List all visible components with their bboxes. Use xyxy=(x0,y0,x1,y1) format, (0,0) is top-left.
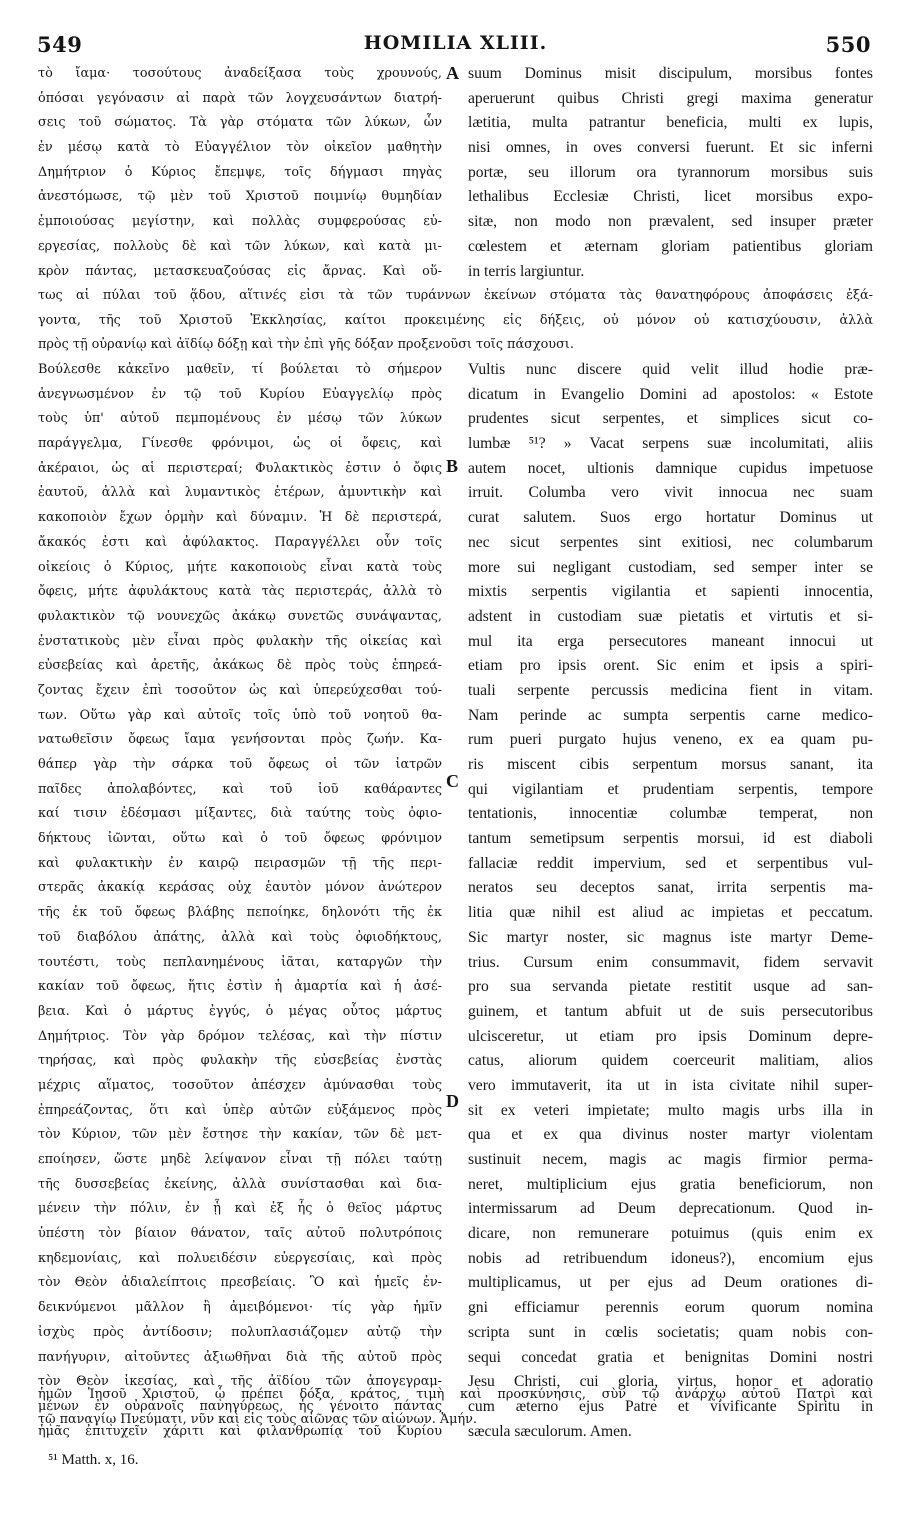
text-line: multiplicamus, ut per ejus ad Deum orationes di- xyxy=(468,1274,873,1292)
text-line: nec sicut serpentes sint exitiosi, nec columbarum xyxy=(468,533,873,551)
text-line: μένειν τὴν πόλιν, ἐν ᾗ καὶ ἐξ ἧς ὁ θεῖος μάρτυς xyxy=(38,1201,442,1217)
main-latin-column xyxy=(468,358,873,1444)
text-line: βεια. Καὶ ὁ μάρτυς ἐγγύς, ὁ μέγας οὗτος μάρτυς xyxy=(38,1003,442,1019)
text-line: suum Dominus misit discipulum, morsibus fontes xyxy=(468,65,873,82)
section-mark-c: C xyxy=(446,771,459,791)
text-line: ὁπόσαι γεγόνασιν αἱ παρὰ τῶν λογχευσάντων διατρή- xyxy=(38,90,442,106)
text-line: παῖδες ἀπολαβόντες, καὶ τοῦ ἰοῦ καθάραντες xyxy=(38,781,442,797)
text-line: etiam pro ipsis orent. Sic enim et ipsis a spiri- xyxy=(468,657,873,675)
text-line: των. Οὕτω γὰρ καὶ αὐτοῖς τοῖς ὑπὸ τοῦ νοητοῦ θα- xyxy=(38,707,442,723)
text-line: κηδεμονίαις, καὶ πολυειδέσιν εὐεργεσίαις, καὶ πρὸς xyxy=(38,1250,442,1266)
top-greek-column xyxy=(38,62,442,284)
section-mark-b: B xyxy=(446,456,459,476)
text-line: portæ, seu illorum ora tyrannorum morsibus suis xyxy=(468,163,873,181)
text-line: tuali serpente percussis medicina fient in vitam. xyxy=(468,681,873,699)
text-line: Sic martyr noster, sic magnus iste martyr Deme- xyxy=(468,928,873,946)
text-line: στερᾶς ἀκακίᾳ κεράσας οὐχ ἑαυτὸν μόνον ἀνώτερον xyxy=(38,880,442,896)
text-line: cum æterno ejus Patre et vivificante Spiritu in xyxy=(468,1397,873,1415)
text-line: εὐσεβείας καὶ ἀρετῆς, ἀκάκως δὲ πρὸς τοὺς ἐπηρεά- xyxy=(38,658,442,674)
text-line: in terris largiuntur. xyxy=(468,262,585,280)
text-line: ἐμποιούσας μεγίστην, καὶ πολλὰς συμφερούσας εὐ- xyxy=(38,214,442,230)
text-line: sequi concedat gratia et benignitas Domini nostri xyxy=(468,1348,873,1366)
page-number-right: 550 xyxy=(825,32,871,57)
text-line: καὶ φυλακτικὴν ἐν καιρῷ πειρασμῶν τῇ τῆς περι- xyxy=(38,855,442,871)
text-line: ἀνεστόμωσε, τῷ μὲν τοῦ Χριστοῦ ποιμνίῳ θυμηδίαν xyxy=(38,189,442,205)
text-line: curat salutem. Suos ergo hortatur Dominus ut xyxy=(468,509,873,527)
text-line: guinem, et tantum abfuit ut de suis persecutoribus xyxy=(468,1002,873,1020)
text-line: ἐν μέσῳ κατὰ τὸ Εὐαγγέλιον τὸν οἰκεῖον μαθητὴν xyxy=(38,140,442,156)
text-line: μένων ἐν οὐρανοῖς πανηγύρεως, ἧς γένοιτο πάντας xyxy=(38,1398,442,1414)
text-line: more sui negligant custodiam, sed semper inter se xyxy=(468,558,873,576)
text-line: τηρήσας, καὶ πρὸς φυλακὴν τῆς εὐσεβείας ἐνστὰς xyxy=(38,1053,442,1069)
text-line: catus, aliorum quidem coerceurit malitiam, alios xyxy=(468,1052,873,1070)
text-line: θάπερ γὰρ τὴν σάρκα τοῦ ὄφεως οἱ τῶν ἰατρῶν xyxy=(38,757,442,772)
bottom-full-width-greek xyxy=(38,1383,873,1432)
text-line: τοὺς ὑπ' αὐτοῦ πεμπομένους ἐν μέσῳ τῶν λύκων xyxy=(38,411,442,427)
text-line: intermissarum ad Deum deprecationum. Quod in- xyxy=(468,1200,873,1218)
text-line: δεικνύμενοι μᾶλλον ἢ ἀμειβόμενοι· τίς γὰρ ἡμῖν xyxy=(38,1300,442,1316)
text-line: οἰκείοις ὁ Κύριος, μήτε κακοποιοὺς εἶναι κατὰ τοὺς xyxy=(38,559,442,575)
text-line: κρὸν πάντας, μετασκευαζούσας εἰς ἄρνας. Καὶ οὕ- xyxy=(38,263,442,279)
text-line: sustinuit necem, magis ac magis firmior perma- xyxy=(468,1151,873,1168)
text-line: τως αἱ πύλαι τοῦ ᾅδου, αἵτινές εἰσι τὰ τῶν τυράννων ἐκείνων στόματα τὰς θανατηφόρους ἀποφάσεις ἐξά- xyxy=(38,288,873,303)
text-line: ἀκέραιοι, ὡς αἱ περιστεραί; Φυλακτικὸς ἐστιν ὁ ὄφις xyxy=(38,460,442,476)
text-line: κακίαν τοῦ ὄφεως, ἥτις ἐστὶν ἡ ἁμαρτία καὶ ἡ ἀσέ- xyxy=(38,979,442,995)
text-line: rum pueri purgato hujus veneno, ex ea quam pu- xyxy=(468,731,873,749)
running-title: HOMILIA XLIII. xyxy=(363,32,548,54)
text-line: gni efficiamur perennis eorum quorum nomina xyxy=(468,1299,873,1317)
text-line: dicatum in Evangelio Domini ad apostolos: « Estote xyxy=(468,385,873,403)
text-line: ἐπηρεάζοντας, ὅτι καὶ ὑπὲρ αὐτῶν εὐξάμενος πρὸς xyxy=(38,1102,442,1118)
text-line: τὸν Θεὸν ἀδιαλείπτοις πρεσβείαις. Ὃ καὶ ἡμεῖς ἐν- xyxy=(38,1275,442,1291)
text-line: ἐνστατικοὺς μὲν εἶναι πρὸς φυλακὴν τῆς οἰκείας καὶ xyxy=(38,633,442,649)
text-line: tantum semetipsum serpentis morsui, id est diaboli xyxy=(468,830,873,848)
text-line: lethalibus Ecclesiæ Christi, licet morsibus expo- xyxy=(468,188,873,206)
section-mark-a: A xyxy=(446,63,459,83)
text-line: ὑπέστη τὸν βίαιον θάνατον, ταῖς αὐτοῦ πολυτρόποις xyxy=(38,1226,442,1242)
text-line: τῆς δυσσεβείας ἐκείνης, ἀλλὰ συνίστασθαι καὶ δια- xyxy=(38,1176,442,1192)
text-line: lumbæ ⁵¹? » Vacat serpens suæ incolumitati, aliis xyxy=(468,435,873,453)
text-line: qua et ex qua divinus noster martyr violentam xyxy=(468,1126,873,1144)
text-line: mul ita erga persecutores maneant innocui ut xyxy=(468,632,873,650)
text-line: εργεσίας, πολλοὺς δὲ καὶ τῶν λύκων, καὶ κατὰ μι- xyxy=(38,238,442,254)
text-line: ulcisceretur, ut etiam pro ipsis Dominum depre- xyxy=(468,1027,873,1045)
text-line: sæcula sæculorum. Amen. xyxy=(468,1422,632,1440)
text-line: σεις τοῦ σώματος. Τὰ γὰρ στόματα τῶν λύκων, ὧν xyxy=(38,115,442,131)
text-line: autem nocet, ultionis damnique cupidus impetuose xyxy=(468,459,873,477)
text-line: cœlestem et æternam gloriam patientibus gloriam xyxy=(468,237,873,255)
text-line: fallaciæ reddit impervium, sed et serpentibus vul- xyxy=(468,854,873,872)
text-line: τῆς ἐκ τοῦ ὄφεως βλάβης πεποίηκε, δηλονότι τῆς ἐκ xyxy=(38,905,442,921)
text-line: litia quæ nihil est aliud ac impietas et peccatum. xyxy=(468,904,873,922)
text-line: nobis ad retribuendum idoneus?), encomium ejus xyxy=(468,1249,873,1267)
text-line: τοῦ διαβόλου ἀπάτης, ἀλλὰ καὶ τοὺς ὀφιοδήκτους, xyxy=(38,929,442,945)
text-line: ἡμῶν Ἰησοῦ Χριστοῦ, ᾧ πρέπει δόξα, κράτος, τιμὴ καὶ προσκύνησις, σὺν τῷ ἀνάρχῳ αὐτοῦ Πατρὶ καὶ xyxy=(38,1387,873,1402)
text-line: ἰσχὺς πρὸς ἀντίδοσιν; πολυπλασιάζομεν αὐτῷ τὴν xyxy=(38,1324,442,1340)
text-line: νατωθεῖσιν ὄφεως ἴαμα γενήσονται πρὸς ζωήν. Κα- xyxy=(38,732,442,748)
text-line: sit ex veteri impietate; multo magis urbs illa in xyxy=(468,1101,873,1119)
text-line: Vultis nunc discere quid velit illud hodie præ- xyxy=(468,361,873,378)
text-line: trius. Cursum enim consummavit, fidem servavit xyxy=(468,953,873,971)
text-line: dicare, non remunerare potuimus (quis enim ex xyxy=(468,1225,873,1243)
section-mark-d: D xyxy=(446,1091,459,1111)
text-line: Δημήτριος. Τὸν γὰρ δρόμον τελέσας, καὶ τὴν πίστιν xyxy=(38,1028,442,1044)
text-line: καί τισιν ἐδέσμασι μίξαντες, διὰ ταύτης τοὺς ὀφιο- xyxy=(38,806,442,822)
text-line: τὸν Θεὸν ἱκεσίας, καὶ τῆς ἀϊδίου τῶν ἀπογεγραμ- xyxy=(38,1374,442,1390)
text-line: nisi omnes, in oves conversi fuerunt. Et sic inferni xyxy=(468,139,873,157)
footnote: ⁵¹ Matth. x, 16. xyxy=(48,1452,139,1468)
text-line: Βούλεσθε κἀκεῖνο μαθεῖν, τί βούλεται τὸ σήμερον xyxy=(38,362,442,377)
main-greek-column xyxy=(38,358,442,1444)
text-line: Δημήτριον ὁ Κύριος ἔπεμψε, τοῖς δήγμασι πηγὰς xyxy=(38,164,442,180)
text-line: εποίησεν, ὥστε μηδὲ λείψανον εἶναι τῇ πόλει ταύτῃ xyxy=(38,1152,442,1167)
text-line: τὸ ἴαμα· τοσούτους ἀναδείξασα τοὺς χρουνούς, xyxy=(38,66,442,81)
text-line: mixtis serpentis vigilantia et sapienti innocentia, xyxy=(468,583,873,601)
text-line: lætitia, multa patrantur beneficia, multi ex lupis, xyxy=(468,114,873,132)
text-line: irruit. Columba vero vivit innocua nec suam xyxy=(468,484,873,502)
text-line: pro sua servanda pietate restitit usque ad san- xyxy=(468,978,873,996)
text-line: τῷ παναγίῳ Πνεύματι, νῦν καὶ εἰς τοὺς αἰῶνας τῶν αἰώνων. Ἀμήν. xyxy=(38,1411,477,1427)
top-latin-column xyxy=(468,62,873,284)
text-line: qui vigilantiam et prudentiam serpentis, tempore xyxy=(468,780,873,798)
text-line: παράγγελμα, Γίνεσθε φρόνιμοι, ὡς οἱ ὄφεις, καὶ xyxy=(38,436,442,452)
text-line: aperuerunt quibus Christi gregi maxima generatur xyxy=(468,89,873,107)
text-line: scripta sunt in cœlis societatis; quam nobis con- xyxy=(468,1323,873,1341)
text-line: neratos seu deceptos sanat, irrita serpentis ma- xyxy=(468,879,873,897)
text-line: τουτέστι, τοὺς πεπλανημένους ἰᾶται, καταργῶν τὴν xyxy=(38,954,442,970)
text-line: δήκτους ἰῶνται, οὕτω καὶ ὁ τοῦ ὄφεως φρόνιμον xyxy=(38,831,442,847)
text-line: sitæ, non modo non prævalent, sed insuper præter xyxy=(468,213,873,231)
text-line: γοντα, τῆς τοῦ Χριστοῦ Ἐκκλησίας, καίτοι προκειμένης εἰς δήξεις, οὐ μόνον οὐ κατισχύουσιν, ἀλλὰ xyxy=(38,312,873,328)
text-line: ἀνεγνωσμένον ἐν τῷ τοῦ Κυρίου Εὐαγγελίῳ πρὸς xyxy=(38,386,442,402)
text-line: tentationis, innocentiæ columbæ temperat, non xyxy=(468,805,873,823)
text-line: Jesu Christi, cui gloria, virtus, honor et adoratio xyxy=(468,1373,873,1391)
text-line: ris miscent cibis serpentum morsus sanant, ita xyxy=(468,756,873,773)
text-line: adstent in custodiam suæ pietatis et virtutis et si- xyxy=(468,607,873,625)
text-line: ἡμᾶς ἐπιτυχεῖν χάριτι καὶ φιλανθρωπίᾳ τοῦ Κυρίου xyxy=(38,1423,442,1439)
text-line: vero immutaverit, ita ut in ista civitate nihil super- xyxy=(468,1076,873,1094)
text-line: ζοντας ἔχειν ἐπὶ τοσοῦτον ὡς καὶ ὑπερεύχεσθαι τού- xyxy=(38,682,442,698)
page-number-left: 549 xyxy=(37,32,83,57)
text-line: πανήγυριν, αἰτοῦντες ἀξιωθῆναι διὰ τῆς αὐτοῦ πρὸς xyxy=(38,1349,442,1365)
text-line: Nam perinde ac sumpta serpentis carne medico- xyxy=(468,706,873,724)
text-line: μέχρις αἵματος, τοσοῦτον ἀπέσχεν ἀμύνασθαι τοὺς xyxy=(38,1077,442,1093)
top-full-width-greek xyxy=(38,284,873,358)
text-line: κακοποιὸν ἔχων ὁρμὴν καὶ δύναμιν. Ἡ δὲ περιστερά, xyxy=(38,510,442,526)
text-line: prudentes sicut serpentes, et simplices sicut co- xyxy=(468,410,873,428)
text-line: τὸν Κύριον, τῶν μὲν ἔστησε τὴν κακίαν, τῶν δὲ μετ- xyxy=(38,1127,442,1143)
text-line: πρὸς τῇ οὐρανίῳ καὶ ἀϊδίῳ δόξῃ καὶ τὴν ἐπὶ γῆς δόξαν προξενοῦσι τοῖς πάσχουσι. xyxy=(38,337,574,353)
text-line: ἄκακός ἐστι καὶ ἀφύλακτος. Παραγγέλλει οὖν τοῖς xyxy=(38,534,442,550)
text-line: ὄφεις, μήτε ἀφυλάκτους κατὰ τὰς περιστεράς, ἀλλὰ τὸ xyxy=(38,584,442,600)
text-line: ἑαυτοῦ, ἀλλὰ καὶ λυμαντικὸς ἑτέρων, ἀμυντικὴν καὶ xyxy=(38,485,442,501)
text-line: φυλακτικὸν τῷ νουνεχῶς ἀκάκῳ συνετῶς συνάψαντας, xyxy=(38,608,442,624)
text-line: neret, multiplicium ejus gratia beneficiorum, non xyxy=(468,1175,873,1193)
